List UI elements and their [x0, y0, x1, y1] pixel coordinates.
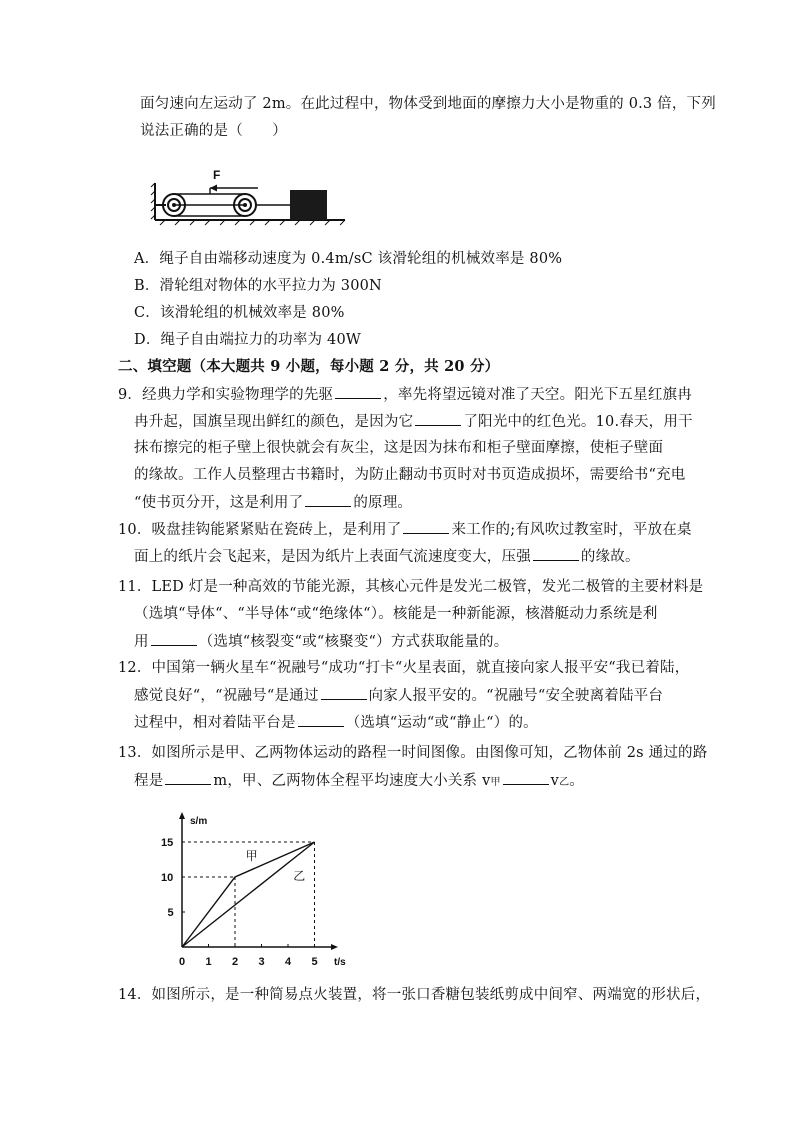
- y-tick-label: 15: [161, 837, 174, 849]
- x-tick-label: 0: [179, 956, 186, 968]
- question-stem-line: 说法正确的是（ ）: [140, 123, 287, 139]
- x-axis-label: t/s: [334, 957, 346, 968]
- q11-line: 11．LED 灯是一种高效的节能光源，其核心元件是发光二极管，发光二极管的主要材料是: [118, 579, 704, 595]
- y-tick-label: 10: [161, 872, 174, 884]
- x-tick-label: 3: [258, 956, 265, 968]
- answer-blank[interactable]: [298, 712, 344, 727]
- force-arrow: [210, 185, 258, 192]
- q12-line: 过程中，相对着陆平台是 （选填“运动“或“静止“）的。: [134, 712, 538, 733]
- wall: [151, 183, 155, 220]
- q14-line: 14．如图所示，是一种简易点火装置，将一张口香糖包装纸剪成中间窄、两端宽的形状后，: [118, 987, 711, 1003]
- answer-blank[interactable]: [415, 411, 461, 426]
- answer-blank[interactable]: [335, 384, 381, 399]
- x-tick-label: 2: [232, 956, 239, 968]
- y-tick-label: 5: [167, 907, 174, 919]
- q13-line: 13．如图所示是甲、乙两物体运动的路程一时间图像。由图像可知，乙物体前 2s 通过的路: [118, 745, 708, 761]
- y-axis-arrow: [179, 812, 185, 819]
- section-title: 二、填空题（本大题共 9 小题，每小题 2 分，共 20 分）: [118, 358, 500, 375]
- q12-line: 12．中国第一辆火星车“祝融号“成功“打卡“火星表面，就直接向家人报平安“我已着陆，: [118, 660, 690, 676]
- answer-blank[interactable]: [503, 770, 549, 785]
- y-axis-label: s/m: [190, 816, 208, 827]
- rope: [174, 188, 290, 216]
- q9-line: “使书页分开，这是利用了 的原理。: [134, 492, 412, 513]
- option-c: C．该滑轮组的机械效率是 80%: [134, 305, 345, 321]
- series-label-2: 乙: [293, 868, 306, 883]
- answer-blank[interactable]: [533, 546, 579, 561]
- q9-line: 冉升起，国旗呈现出鲜红的颜色，是因为它 了阳光中的红色光。10.春天，用干: [134, 411, 693, 432]
- series-label-1: 甲: [245, 849, 258, 864]
- q11-line: （选填“导体“、“半导体“或“绝缘体“）。核能是一种新能源，核潜艇动力系统是利: [134, 606, 658, 622]
- q10-line: 10．吸盘挂钩能紧紧贴在瓷砖上，是利用了 来工作的;有风吹过教室时，平放在桌: [118, 519, 692, 540]
- x-tick-label: 5: [311, 956, 318, 968]
- x-tick-label: 4: [285, 956, 292, 968]
- answer-blank[interactable]: [305, 492, 351, 507]
- q12-line: 感觉良好“，“祝融号“是通过 向家人报平安的。“祝融号“安全驶离着陆平台: [134, 685, 663, 706]
- q11-line: 用 （选填“核裂变“或“核聚变“）方式获取能量的。: [134, 631, 508, 652]
- x-tick-label: 1: [205, 956, 212, 968]
- answer-blank[interactable]: [321, 685, 367, 700]
- q9-line: 的缘故。工作人员整理古书籍时，为防止翻动书页时对书页造成损坏，需要给书“充电: [134, 467, 686, 483]
- option-d: D．绳子自由端拉力的功率为 40W: [134, 332, 361, 348]
- q9-line: 9．经典力学和实验物理学的先驱 ，率先将望远镜对准了天空。阳光下五星红旗冉: [118, 384, 692, 405]
- answer-blank[interactable]: [165, 770, 211, 785]
- q9-line: 抹布擦完的柜子壁上很快就会有灰尘，这是因为抹布和柜子壁面摩擦，使柜子壁面: [134, 440, 664, 456]
- pulley-figure: [150, 165, 350, 230]
- option-a: A．绳子自由端移动速度为 0.4m/sC 该滑轮组的机械效率是 80%: [134, 251, 563, 267]
- force-label: F: [213, 168, 221, 182]
- option-b: B．滑轮组对物体的水平拉力为 300N: [134, 278, 382, 294]
- x-axis-arrow: [331, 944, 338, 950]
- question-stem-line: 面匀速向左运动了 2m。在此过程中，物体受到地面的摩擦力大小是物重的 0.3 倍，下列: [140, 96, 716, 112]
- answer-blank[interactable]: [151, 631, 197, 646]
- block: [290, 190, 327, 220]
- st-chart: [150, 810, 360, 975]
- q13-line: 程是 m，甲、乙两物体全程平均速度大小关系 v甲 v乙。: [134, 770, 584, 793]
- ground: [155, 220, 345, 225]
- q10-line: 面上的纸片会飞起来，是因为纸片上表面气流速度变大，压强 的缘故。: [134, 546, 640, 567]
- answer-blank[interactable]: [403, 519, 449, 534]
